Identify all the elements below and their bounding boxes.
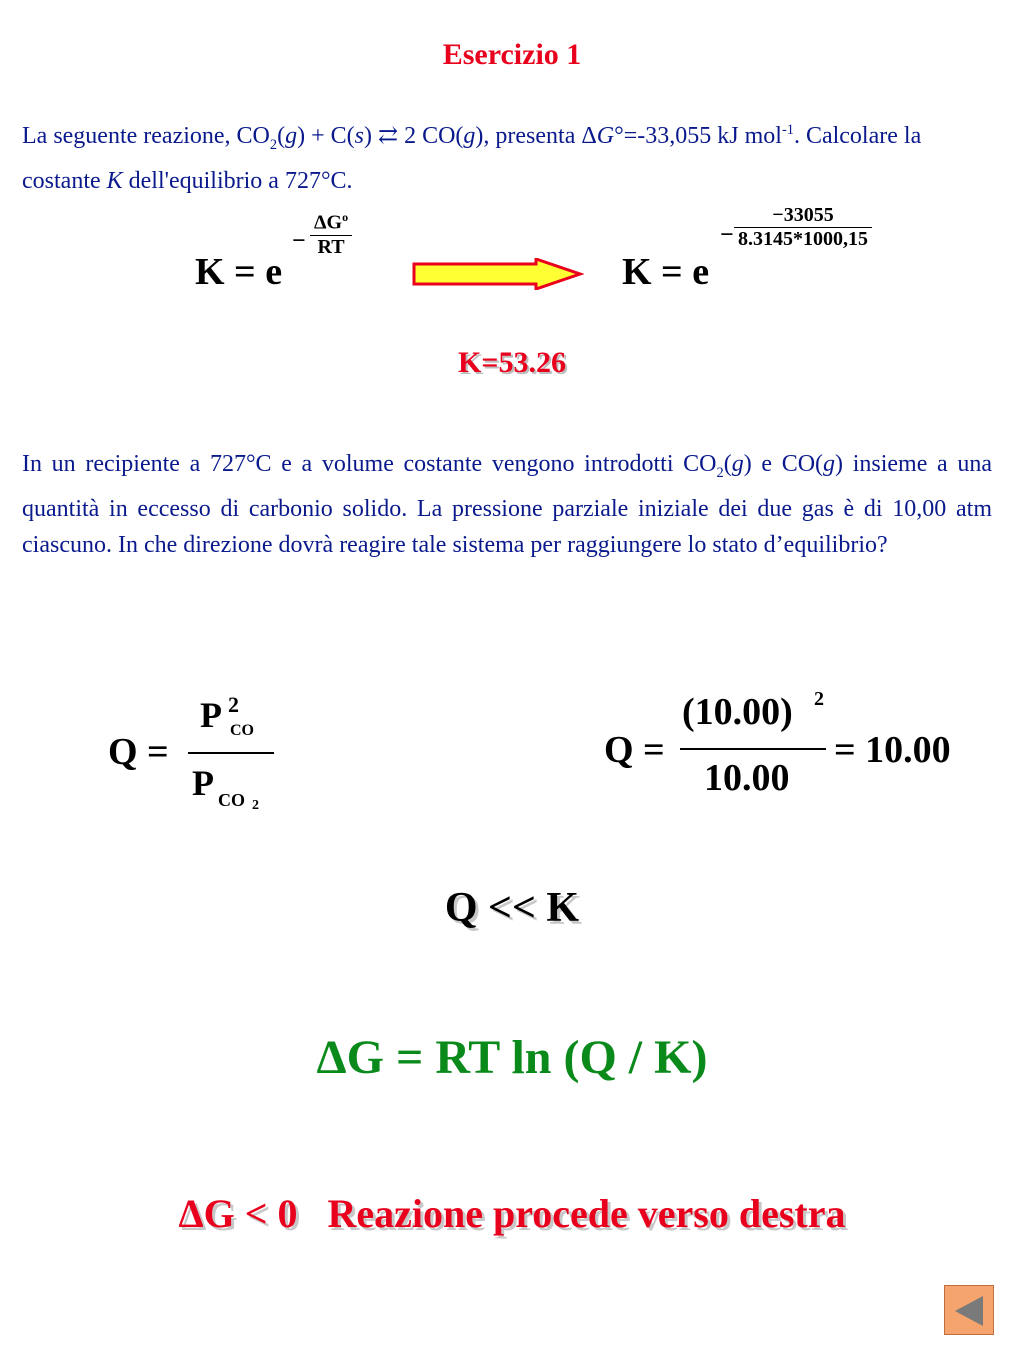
q2-numerator: (10.00) 2 bbox=[682, 688, 824, 733]
arrow-right-icon bbox=[412, 258, 584, 290]
q2-result: = 10.00 bbox=[834, 729, 951, 771]
problem-statement-2: In un recipiente a 727°C e a volume costante vengono introdotti $CO_2(g)$ e CO(g) insieme a una quantità in eccesso di carbonio solido. La pressione parziale iniziale dei due gas è di 10,00 atm ciascuno. In che direzione dovrà reagire tale sistema per raggiungere lo stato d’equilibrio? bbox=[22, 451, 992, 558]
exponent-fraction: $\Delta G^o$ RT bbox=[310, 210, 352, 259]
formula-lhs: K = e bbox=[195, 251, 283, 293]
q2-denominator: 10.00 bbox=[704, 757, 790, 799]
reaction-quotient-formula bbox=[108, 690, 308, 820]
q-denominator: P CO 2 bbox=[192, 763, 259, 813]
q-fraction-line bbox=[188, 752, 274, 754]
problem-statement-1: La seguente reazione, $CO_2(g) + C(s)$ ⇄ 2 CO(g), presenta ΔG°=-33,055 kJ mol$^{-1}$. Calcolare la costante K dell'equilibrio a 727°C. bbox=[22, 122, 922, 194]
q-numerator: P 2 CO bbox=[200, 692, 254, 739]
reaction-quotient-numeric bbox=[604, 686, 984, 806]
q-vs-k-comparison: Q << K bbox=[444, 885, 580, 931]
q-lhs-2: Q = bbox=[604, 729, 665, 771]
exponent-minus: − bbox=[292, 228, 306, 254]
exponent-fraction-2: $\frac{-33055}{8.3145*1000,15}$ bbox=[734, 204, 872, 251]
delta-g-equation: ΔG = RT ln (Q / K) bbox=[316, 1031, 708, 1084]
exercise-title: Esercizio 1 bbox=[442, 38, 582, 71]
equilibrium-constant-substituted bbox=[622, 200, 912, 296]
q2-fraction-line bbox=[680, 748, 826, 750]
k-result: K=53.26 bbox=[458, 346, 566, 379]
formula-lhs-2: K = e bbox=[622, 251, 710, 293]
back-triangle-icon[interactable] bbox=[944, 1285, 994, 1335]
q-lhs: Q = bbox=[108, 731, 169, 773]
exponent-minus-2: − bbox=[720, 222, 734, 248]
equilibrium-constant-formula bbox=[195, 206, 385, 296]
conclusion: ΔG < 0 Reazione procede verso destra bbox=[178, 1191, 846, 1236]
